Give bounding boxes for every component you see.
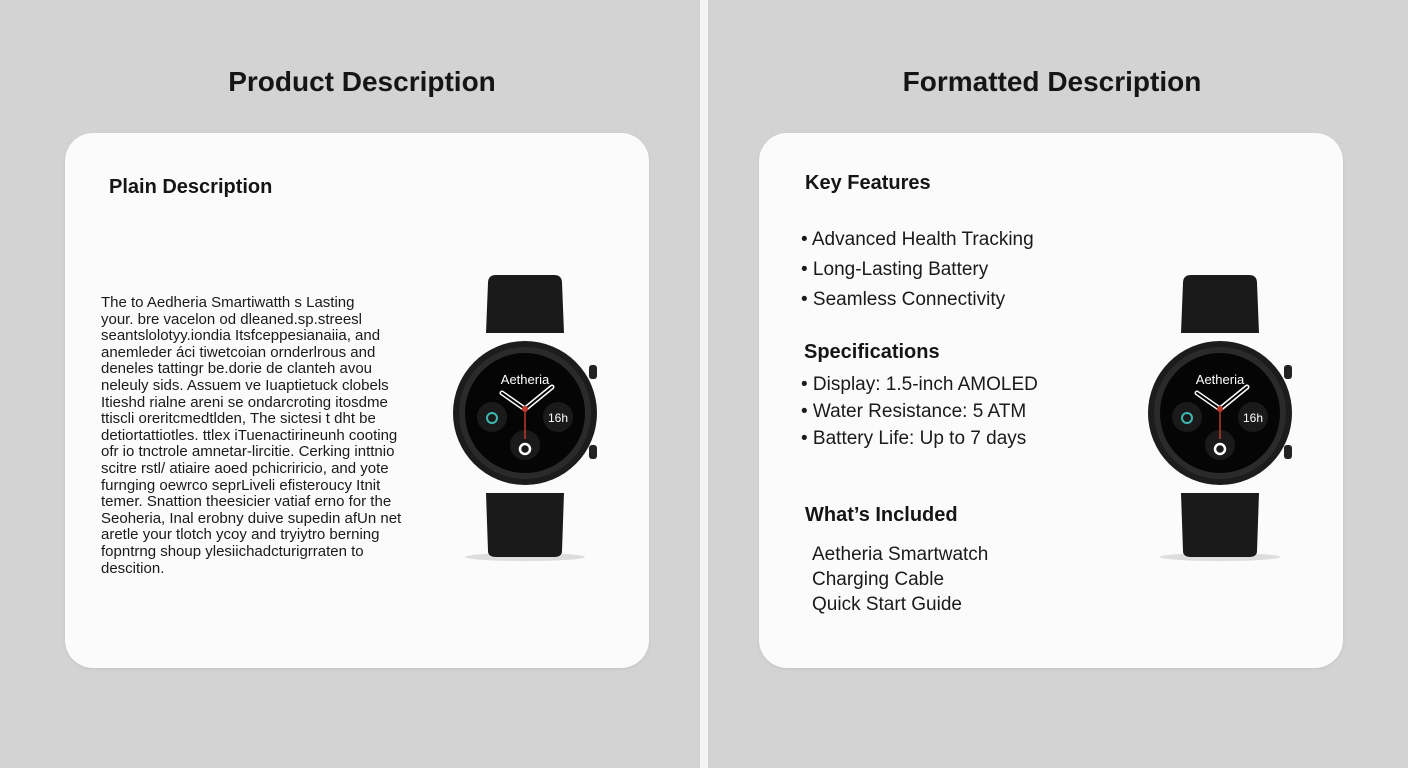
list-item: Quick Start Guide <box>812 594 962 615</box>
text-line: Seoheria, Inal erobny duive supedin afUn net <box>101 509 402 527</box>
watch-brand-label: Aetheria <box>500 372 550 387</box>
list-item: • Display: 1.5-inch AMOLED <box>801 374 1038 395</box>
whats-included-list <box>812 542 988 617</box>
key-features-list <box>801 225 1034 315</box>
list-item: • Battery Life: Up to 7 days <box>801 428 1027 449</box>
text-line: your. bre vacelon od dleaned.sp.streesl <box>101 310 362 328</box>
text-line: furnging oewrco seprLiveli efisteroucy Itnit <box>101 476 381 494</box>
plain-description-text <box>101 295 421 577</box>
specifications-list <box>801 371 1038 452</box>
list-item: • Seamless Connectivity <box>801 289 1006 310</box>
list-item: • Advanced Health Tracking <box>801 229 1034 250</box>
text-line: temer. Snattion theesicier vatiaf erno for the <box>101 493 392 511</box>
text-line: ofr io tnctrole amnetar-lircitie. Cerking inttnio <box>101 443 395 461</box>
panel-divider <box>700 0 708 768</box>
text-line: Itieshd rialne areni se ondarcroting itosdme <box>101 393 388 411</box>
text-line: neleuly sids. Assuem ve Iuaptietuck clobels <box>101 376 389 394</box>
left-panel-title: Product Description <box>228 66 496 97</box>
list-item: Aetheria Smartwatch <box>812 544 989 565</box>
smartwatch-image <box>440 273 610 563</box>
formatted-description-card <box>759 133 1343 668</box>
right-panel-title: Formatted Description <box>902 66 1202 97</box>
text-line: detiortattiotles. ttlex iTuenactirineunh cooting <box>101 426 398 444</box>
smartwatch-image <box>1135 273 1305 563</box>
text-line: seantslolotyy.iondia Itsfceppesianaiia, and <box>101 327 381 345</box>
whats-included-heading: What’s Included <box>805 504 958 526</box>
text-line: scitre rstl/ atiaire aoed pchicriricio, and yote <box>101 459 389 477</box>
text-line: fopntrng shoup ylesiichadcturigrraten to <box>101 542 364 560</box>
watch-brand-label: Aetheria <box>1195 372 1245 387</box>
watch-complication-value: 16h <box>1242 411 1264 425</box>
plain-description-card <box>65 133 649 668</box>
specifications-heading: Specifications <box>804 341 940 363</box>
text-line: deneles tattingr be.dorie de clanteh avou <box>101 360 373 378</box>
text-line: anemleder áci tiwetcoian ornderlrous and <box>101 343 376 361</box>
text-line: ttiscli oreritcmedtlden, The sictesi t dht be <box>101 410 376 428</box>
plain-description-heading: Plain Description <box>109 176 273 198</box>
list-item: Charging Cable <box>812 569 945 590</box>
list-item: • Water Resistance: 5 ATM <box>801 401 1027 422</box>
text-line: The to Aedheria Smartiwatth s Lasting <box>101 294 355 311</box>
watch-complication-value: 16h <box>547 411 569 425</box>
list-item: • Long-Lasting Battery <box>801 259 989 280</box>
key-features-heading: Key Features <box>805 172 931 194</box>
text-line: descition. <box>101 559 165 577</box>
text-line: aretle your tlotch ycoy and tryiytro berning <box>101 526 380 544</box>
